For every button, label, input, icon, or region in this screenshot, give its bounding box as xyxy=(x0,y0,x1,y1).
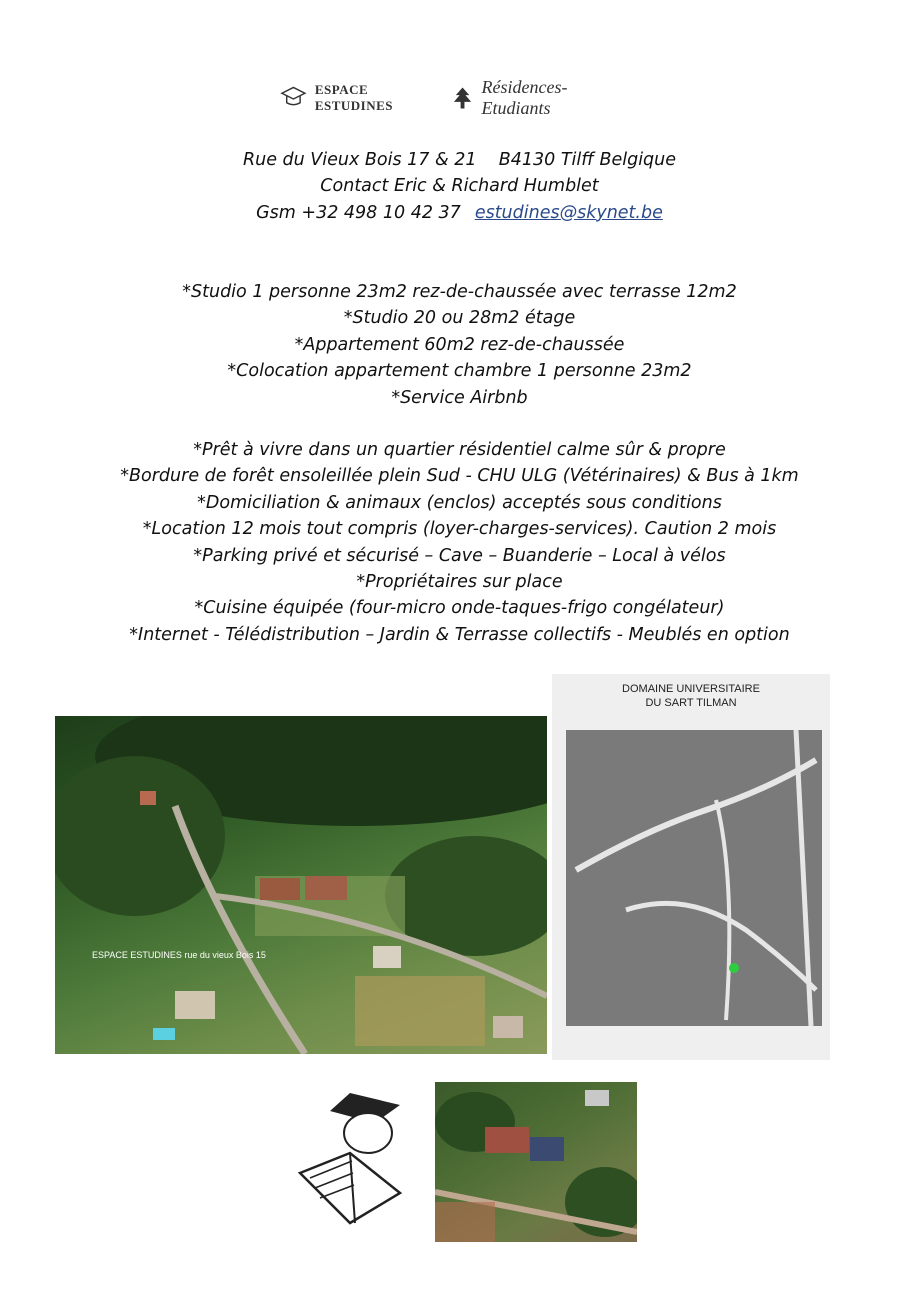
logo-left-text: ESPACE ESTUDINES xyxy=(314,82,394,113)
aerial-photo-small-illustration xyxy=(435,1082,637,1242)
student-cartoon xyxy=(280,1083,430,1243)
map-title-line: DOMAINE UNIVERSITAIRE xyxy=(622,683,760,695)
tree-icon xyxy=(452,85,473,111)
offer-item: *Studio 20 ou 28m2 étage xyxy=(343,308,576,329)
feature-item: *Parking privé et sécurisé – Cave – Buanderie – Local à vélos xyxy=(193,545,726,566)
map-location-label: ESPACE ESTUDINES rue du vieux Bois 15 xyxy=(92,950,266,960)
feature-item: *Prêt à vivre dans un quartier résidentiel calme sûr & propre xyxy=(193,440,726,460)
offer-item: *Appartement 60m2 rez-de-chaussée xyxy=(294,334,625,355)
feature-item: *Cuisine équipée (four-micro onde-taques-frigo congélateur) xyxy=(194,598,725,619)
contact-line: Contact Eric & Richard Humblet xyxy=(320,176,599,197)
phone-email-line xyxy=(0,200,919,226)
feature-item: *Propriétaires sur place xyxy=(356,572,563,593)
contact-block xyxy=(0,147,919,226)
map-roads-illustration xyxy=(566,730,822,1026)
map-title xyxy=(552,682,830,710)
campus-map xyxy=(552,674,830,1060)
aerial-photo xyxy=(55,716,547,1054)
feature-item: *Domiciliation & animaux (enclos) acceptés sous conditions xyxy=(197,492,722,513)
email-link[interactable]: estudines@skynet.be xyxy=(474,202,663,223)
map-title-line: DU SART TILMAN xyxy=(645,697,737,709)
graduation-cap-icon xyxy=(280,85,307,111)
aerial-photo-small xyxy=(435,1082,637,1242)
student-cartoon-illustration xyxy=(280,1083,430,1243)
logo xyxy=(280,77,630,118)
offer-item: *Colocation appartement chambre 1 personne 23m2 xyxy=(227,361,692,382)
features-list xyxy=(0,437,919,648)
map-image xyxy=(566,730,822,1026)
feature-item: *Internet - Télédistribution – Jardin & Terrasse collectifs - Meublés en option xyxy=(129,624,790,645)
aerial-photo-illustration xyxy=(55,716,547,1054)
phone: Gsm +32 498 10 42 37 xyxy=(256,202,461,223)
logo-right-text: Résidences-Etudiants xyxy=(481,77,568,118)
offers-list xyxy=(0,279,919,411)
feature-item: *Location 12 mois tout compris (loyer-charges-services). Caution 2 mois xyxy=(142,519,777,540)
offer-item: *Studio 1 personne 23m2 rez-de-chaussée avec terrasse 12m2 xyxy=(182,282,737,302)
feature-item: *Bordure de forêt ensoleillée plein Sud - CHU ULG (Vétérinaires) & Bus à 1km xyxy=(120,466,799,487)
offer-item: *Service Airbnb xyxy=(391,387,528,408)
address: Rue du Vieux Bois 17 & 21 B4130 Tilff Belgique xyxy=(242,150,677,170)
